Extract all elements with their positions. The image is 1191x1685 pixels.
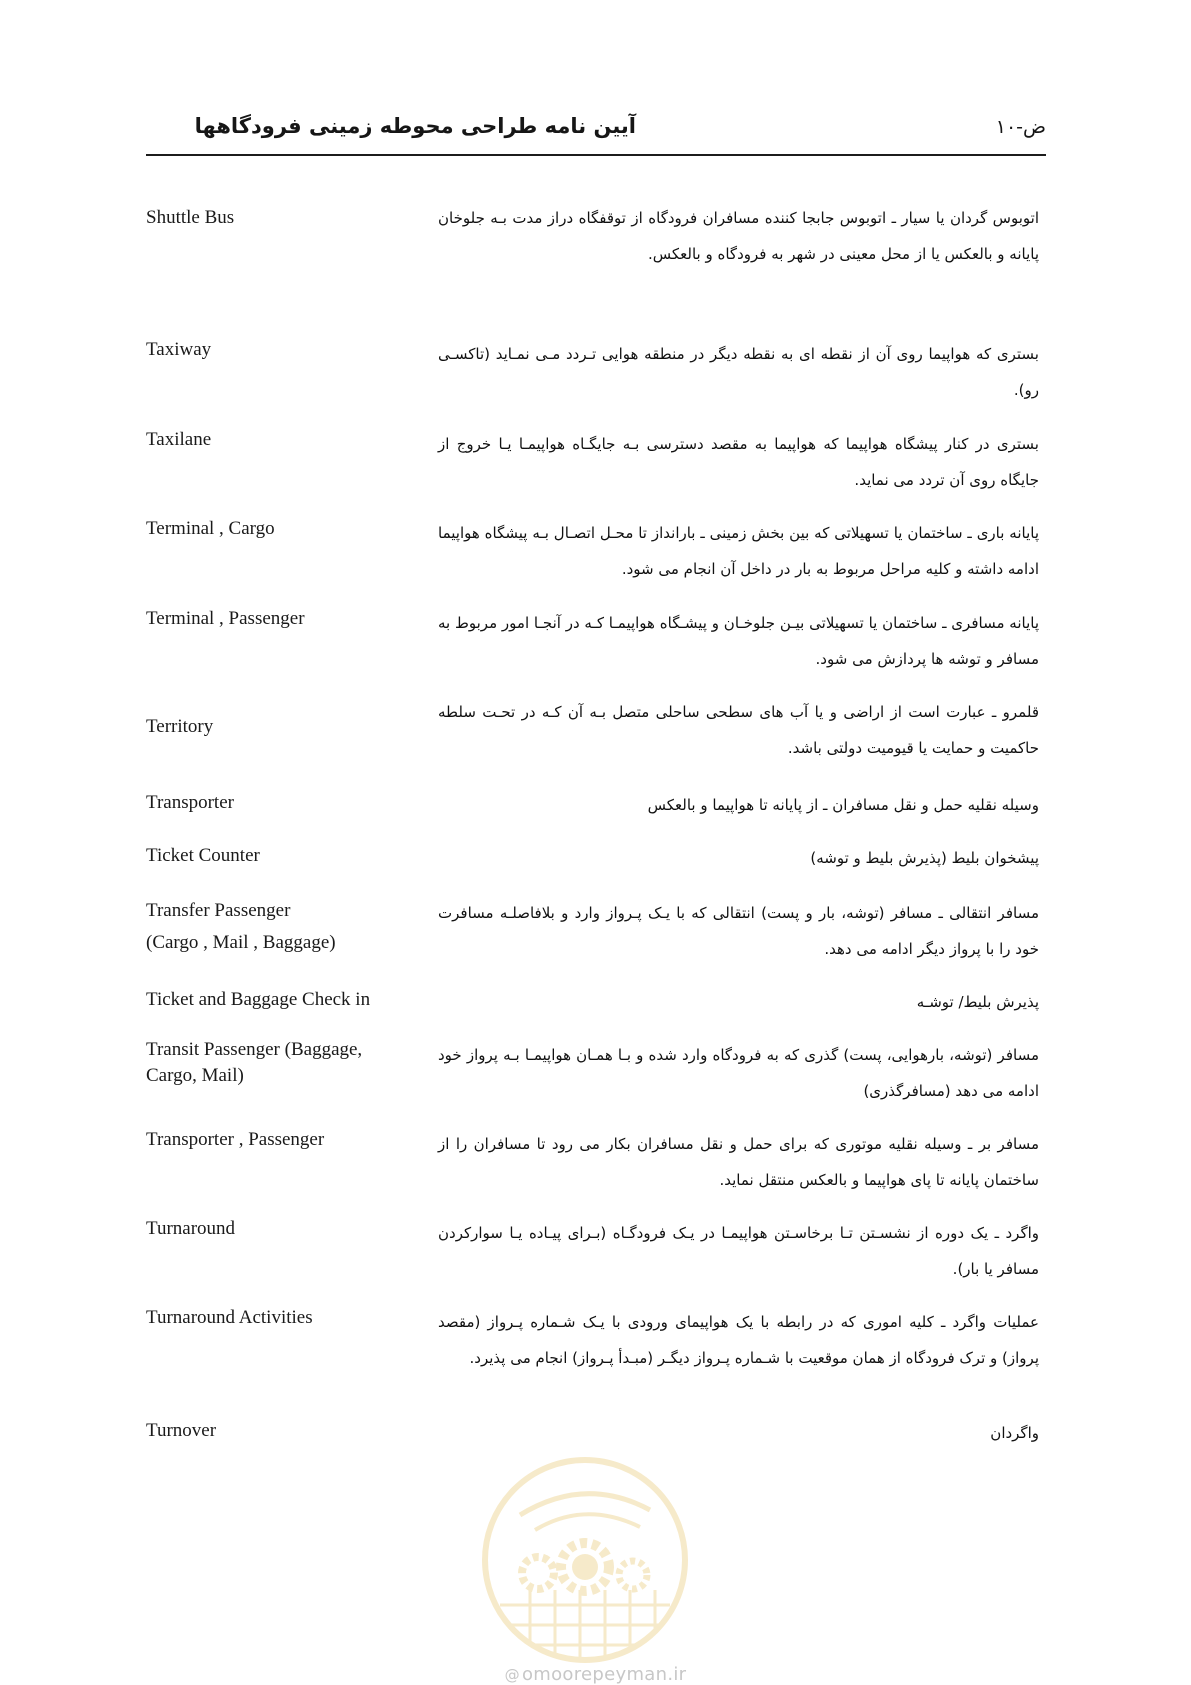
glossary-definition: پایانه باری ـ ساختمان یا تسهیلاتی که بین بخش زمینی ـ بارانداز تا محـل اتصـال بـه پیشگاه هواپیما ادامه داشته و کلیه مراحل مربوط به بار در داخل آن انجام می شود.	[438, 524, 1039, 578]
glossary-definition: اتوبوس گردان یا سیار ـ اتوبوس جابجا کننده مسافران فرودگاه از توقفگاه دراز مدت بـه جلوخان پایانه و بالعکس یا از محل معینی در شهر به فرودگاه و بالعکس.	[438, 209, 1039, 263]
glossary-term: Taxilane	[146, 429, 212, 450]
glossary-term: Transporter , Passenger	[146, 1129, 325, 1150]
at-icon: @	[504, 1666, 520, 1684]
glossary-definition: قلمرو ـ عبارت است از اراضی و یا آب های سطحی ساحلی متصل بـه آن کـه در تحـت سلطه حاکمیت و حمایت یا قیومیت دولتی باشد.	[438, 703, 1039, 757]
glossary-term: Terminal , Passenger	[146, 608, 305, 629]
glossary-definition: عملیات واگرد ـ کلیه اموری که در رابطه با یک هواپیمای ورودی با یـک شـماره پـرواز (مقصد پرواز) و ترک فرودگاه از همان موقعیت با شـماره پـرواز دیگـر (مبـدأ پـرواز) انجام می پذیرد.	[438, 1313, 1039, 1367]
glossary-term: Turnaround Activities	[146, 1307, 313, 1328]
glossary-term: Transporter	[146, 792, 234, 813]
glossary-definition: بستری در کنار پیشگاه هواپیما که هواپیما به مقصد دسترسی بـه جایگـاه هواپیمـا یـا خروج از جایگاه روی آن تردد می نماید.	[438, 435, 1039, 489]
glossary-definition: وسیله نقلیه حمل و نقل مسافران ـ از پایانه تا هواپیما و بالعکس	[647, 796, 1039, 814]
glossary-term: Transfer Passenger (Cargo , Mail , Baggage)	[146, 900, 336, 953]
glossary-definition: مسافر انتقالی ـ مسافر (توشه، بار و پست) انتقالی که با یـک پـرواز وارد و بلافاصلـه مسافرت خود را با پرواز دیگر ادامه می دهد.	[438, 904, 1039, 958]
glossary-definition: مسافر بر ـ وسیله نقلیه موتوری که برای حمل و نقل مسافران بکار می رود تا مسافران را از ساختمان پایانه تا پای هواپیما و بالعکس منتقل نماید.	[438, 1135, 1039, 1189]
glossary-term: Terminal , Cargo	[146, 518, 275, 539]
glossary-definition: پایانه مسافری ـ ساختمان یا تسهیلاتی بیـن جلوخـان و پیشـگاه هواپیمـا کـه در آنجـا امور مربوط به مسافر و توشه ها پردازش می شود.	[438, 614, 1039, 668]
glossary-definition: مسافر (توشه، بارهوایی، پست) گذری که به فرودگاه وارد شده و بـا همـان هواپیمـا بـه پرواز خود ادامه می دهد (مسافرگذری)	[438, 1046, 1039, 1100]
glossary-term: Ticket Counter	[146, 845, 260, 866]
glossary-definition: واگرد ـ یک دوره از نشسـتن تـا برخاسـتن هواپیمـا در یـک فرودگـاه (بـرای پیـاده یـا سوارکردن مسافر یا بار).	[438, 1224, 1039, 1278]
watermark-site-url: @ omoorepeyman.ir	[504, 1664, 687, 1685]
glossary-term: Shuttle Bus	[146, 207, 235, 228]
header-divider	[146, 154, 1046, 156]
glossary-definition: بستری که هواپیما روی آن از نقطه ای به نقطه دیگر در منطقه هوایی تـردد مـی نمـاید (تاکسـی رو).	[438, 345, 1039, 399]
glossary-term: Turnover	[146, 1420, 217, 1441]
glossary-term: Turnaround	[146, 1218, 236, 1239]
page-header	[146, 108, 1046, 160]
page-title: آیین نامه طراحی محوطه زمینی فرودگاهها	[194, 114, 636, 138]
glossary-definition: واگردان	[990, 1424, 1039, 1442]
glossary-term: Transit Passenger (Baggage, Cargo, Mail)	[146, 1039, 363, 1086]
watermark-logo	[480, 1455, 690, 1665]
glossary-definition: پیشخوان بلیط (پذیرش بلیط و توشه)	[810, 849, 1039, 867]
glossary-term: Taxiway	[146, 339, 212, 360]
page-number: ض-۱۰	[995, 116, 1046, 138]
glossary-term: Territory	[146, 716, 214, 737]
glossary-definition: پذیرش بلیط/ توشـه	[916, 993, 1039, 1011]
glossary-term: Ticket and Baggage Check in	[146, 989, 371, 1010]
